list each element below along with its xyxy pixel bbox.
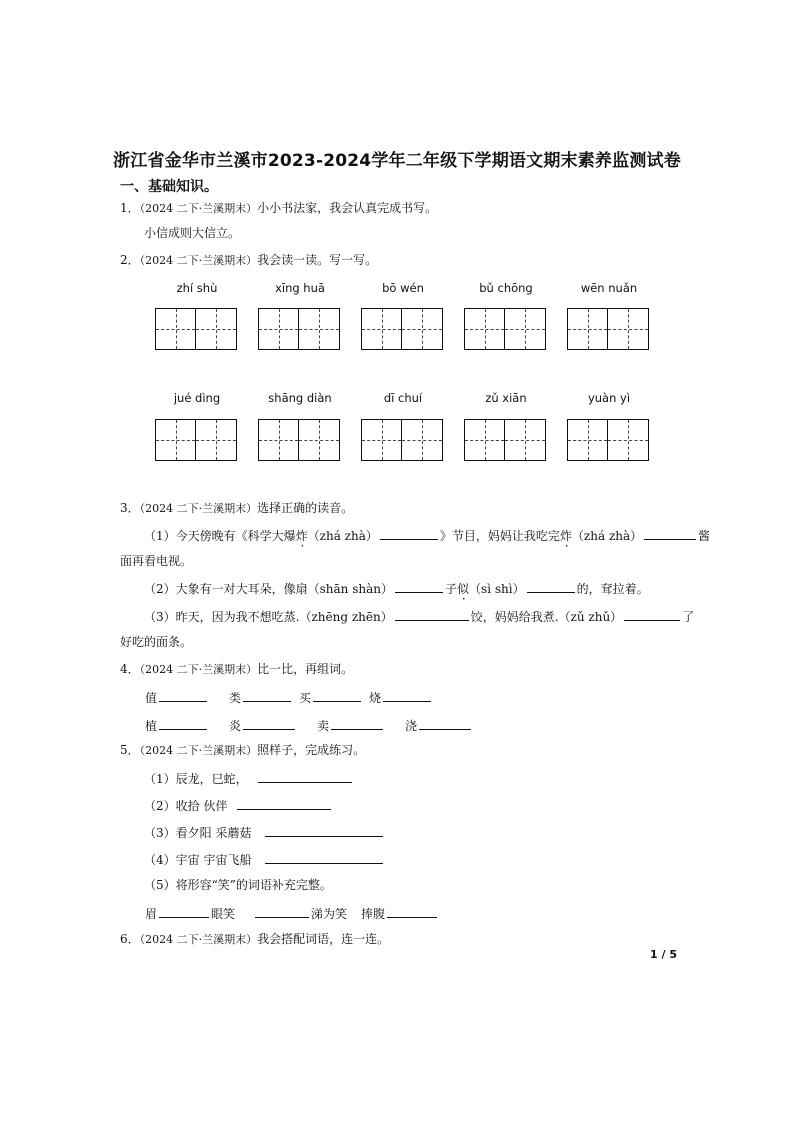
question-4	[120, 661, 353, 678]
pinyin-label: bǔ chōng	[479, 281, 533, 295]
page-number: 1 / 5	[650, 948, 677, 961]
answer-blank[interactable]	[383, 688, 431, 702]
q4-row-1: 值 类 买 烧	[145, 688, 433, 706]
writing-grid[interactable]	[258, 308, 340, 350]
writing-grid[interactable]	[258, 419, 340, 461]
writing-grid[interactable]	[567, 419, 649, 461]
question-text: 小小书法家，我会认真完成书写。	[257, 201, 438, 215]
pinyin-label: xīng huā	[275, 281, 325, 295]
answer-blank[interactable]	[237, 796, 331, 810]
q3-sentence-1: （1）今天傍晚有《科学大爆炸（zhá zhà） 》节目，妈妈让我吃完炸（zhá zhà） 酱	[144, 526, 710, 544]
answer-blank[interactable]	[387, 904, 437, 918]
q5-item-2: （2）收拾 伙伴	[144, 796, 333, 814]
answer-blank[interactable]	[159, 904, 209, 918]
question-6	[120, 931, 389, 948]
question-number: 4．	[120, 662, 140, 676]
q3-sentence-3: （3）昨天，因为我不想吃蒸.（zhēng zhēn） 饺，妈妈给我煮.（zǔ zhǔ） 了	[144, 607, 694, 625]
pinyin-label: yuàn yì	[587, 391, 631, 405]
question-source: （2024 二下·兰溪期末）	[139, 933, 258, 946]
pinyin-label: bō wén	[382, 281, 424, 295]
question-text: 比一比，再组词。	[257, 662, 354, 676]
q1-content: 小信成则大信立。	[144, 226, 241, 240]
q5-fill-row: 眉 眼笑 涕为笑 捧腹	[145, 904, 439, 922]
q5-item-1: （1）辰龙，巳蛇，	[144, 769, 354, 787]
answer-blank[interactable]	[243, 716, 295, 730]
exam-title: 浙江省金华市兰溪市2023-2024学年二年级下学期语文期末素养监测试卷	[113, 151, 681, 171]
writing-grid[interactable]	[361, 419, 443, 461]
question-number: 6．	[120, 932, 140, 946]
pinyin-label: zǔ xiān	[485, 391, 527, 405]
answer-blank[interactable]	[255, 904, 309, 918]
question-number: 1．	[120, 201, 140, 215]
question-text: 选择正确的读音。	[257, 501, 354, 515]
writing-grid[interactable]	[464, 308, 546, 350]
answer-blank[interactable]	[265, 823, 383, 837]
question-text: 我会读一读。写一写。	[257, 253, 378, 267]
q5-item-5: （5）将形容“笑”的词语补充完整。	[144, 878, 332, 892]
writing-grid[interactable]	[361, 308, 443, 350]
question-5	[120, 742, 365, 759]
answer-blank[interactable]	[395, 579, 443, 593]
answer-blank[interactable]	[527, 579, 575, 593]
q5-item-3: （3）看夕阳 采蘑菇	[144, 823, 385, 841]
question-number: 5．	[120, 743, 140, 757]
answer-blank[interactable]	[644, 526, 696, 540]
answer-blank[interactable]	[380, 526, 438, 540]
answer-blank[interactable]	[395, 607, 469, 621]
pinyin-label: dī chuí	[383, 391, 423, 405]
question-1	[120, 200, 437, 217]
question-source: （2024 二下·兰溪期末）	[139, 202, 258, 215]
q4-row-2: 植 炎 卖 浇	[145, 716, 473, 734]
answer-blank[interactable]	[243, 688, 291, 702]
writing-grid[interactable]	[567, 308, 649, 350]
question-text: 我会搭配词语，连一连。	[257, 932, 390, 946]
question-3	[120, 500, 353, 517]
answer-blank[interactable]	[159, 688, 207, 702]
question-text: 照样子，完成练习。	[257, 743, 366, 757]
writing-grid[interactable]	[155, 419, 237, 461]
writing-grid[interactable]	[155, 308, 237, 350]
answer-blank[interactable]	[258, 769, 352, 783]
q3-sentence-1-cont: 面再看电视。	[120, 554, 193, 568]
question-number: 3．	[120, 501, 140, 515]
answer-blank[interactable]	[265, 850, 383, 864]
question-source: （2024 二下·兰溪期末）	[139, 744, 258, 757]
answer-blank[interactable]	[419, 716, 471, 730]
q5-item-4: （4）宇宙 宇宙飞船	[144, 850, 385, 868]
writing-grid[interactable]	[464, 419, 546, 461]
pinyin-label: jué dìng	[173, 391, 221, 405]
section-heading: 一、基础知识。	[120, 179, 218, 195]
q3-sentence-3-cont: 好吃的面条。	[120, 635, 193, 649]
question-source: （2024 二下·兰溪期末）	[139, 502, 258, 515]
question-2	[120, 252, 377, 269]
answer-blank[interactable]	[313, 688, 361, 702]
question-source: （2024 二下·兰溪期末）	[139, 663, 258, 676]
question-source: （2024 二下·兰溪期末）	[139, 254, 258, 267]
q3-sentence-2: （2）大象有一对大耳朵，像扇（shān shàn） 子似（sì shì） 的，耷拉着。	[144, 579, 649, 597]
pinyin-label: wēn nuǎn	[580, 281, 638, 295]
answer-blank[interactable]	[624, 607, 680, 621]
pinyin-label: shāng diàn	[268, 391, 332, 405]
pinyin-label: zhí shù	[176, 281, 218, 295]
question-number: 2．	[120, 253, 140, 267]
answer-blank[interactable]	[331, 716, 383, 730]
answer-blank[interactable]	[159, 716, 207, 730]
